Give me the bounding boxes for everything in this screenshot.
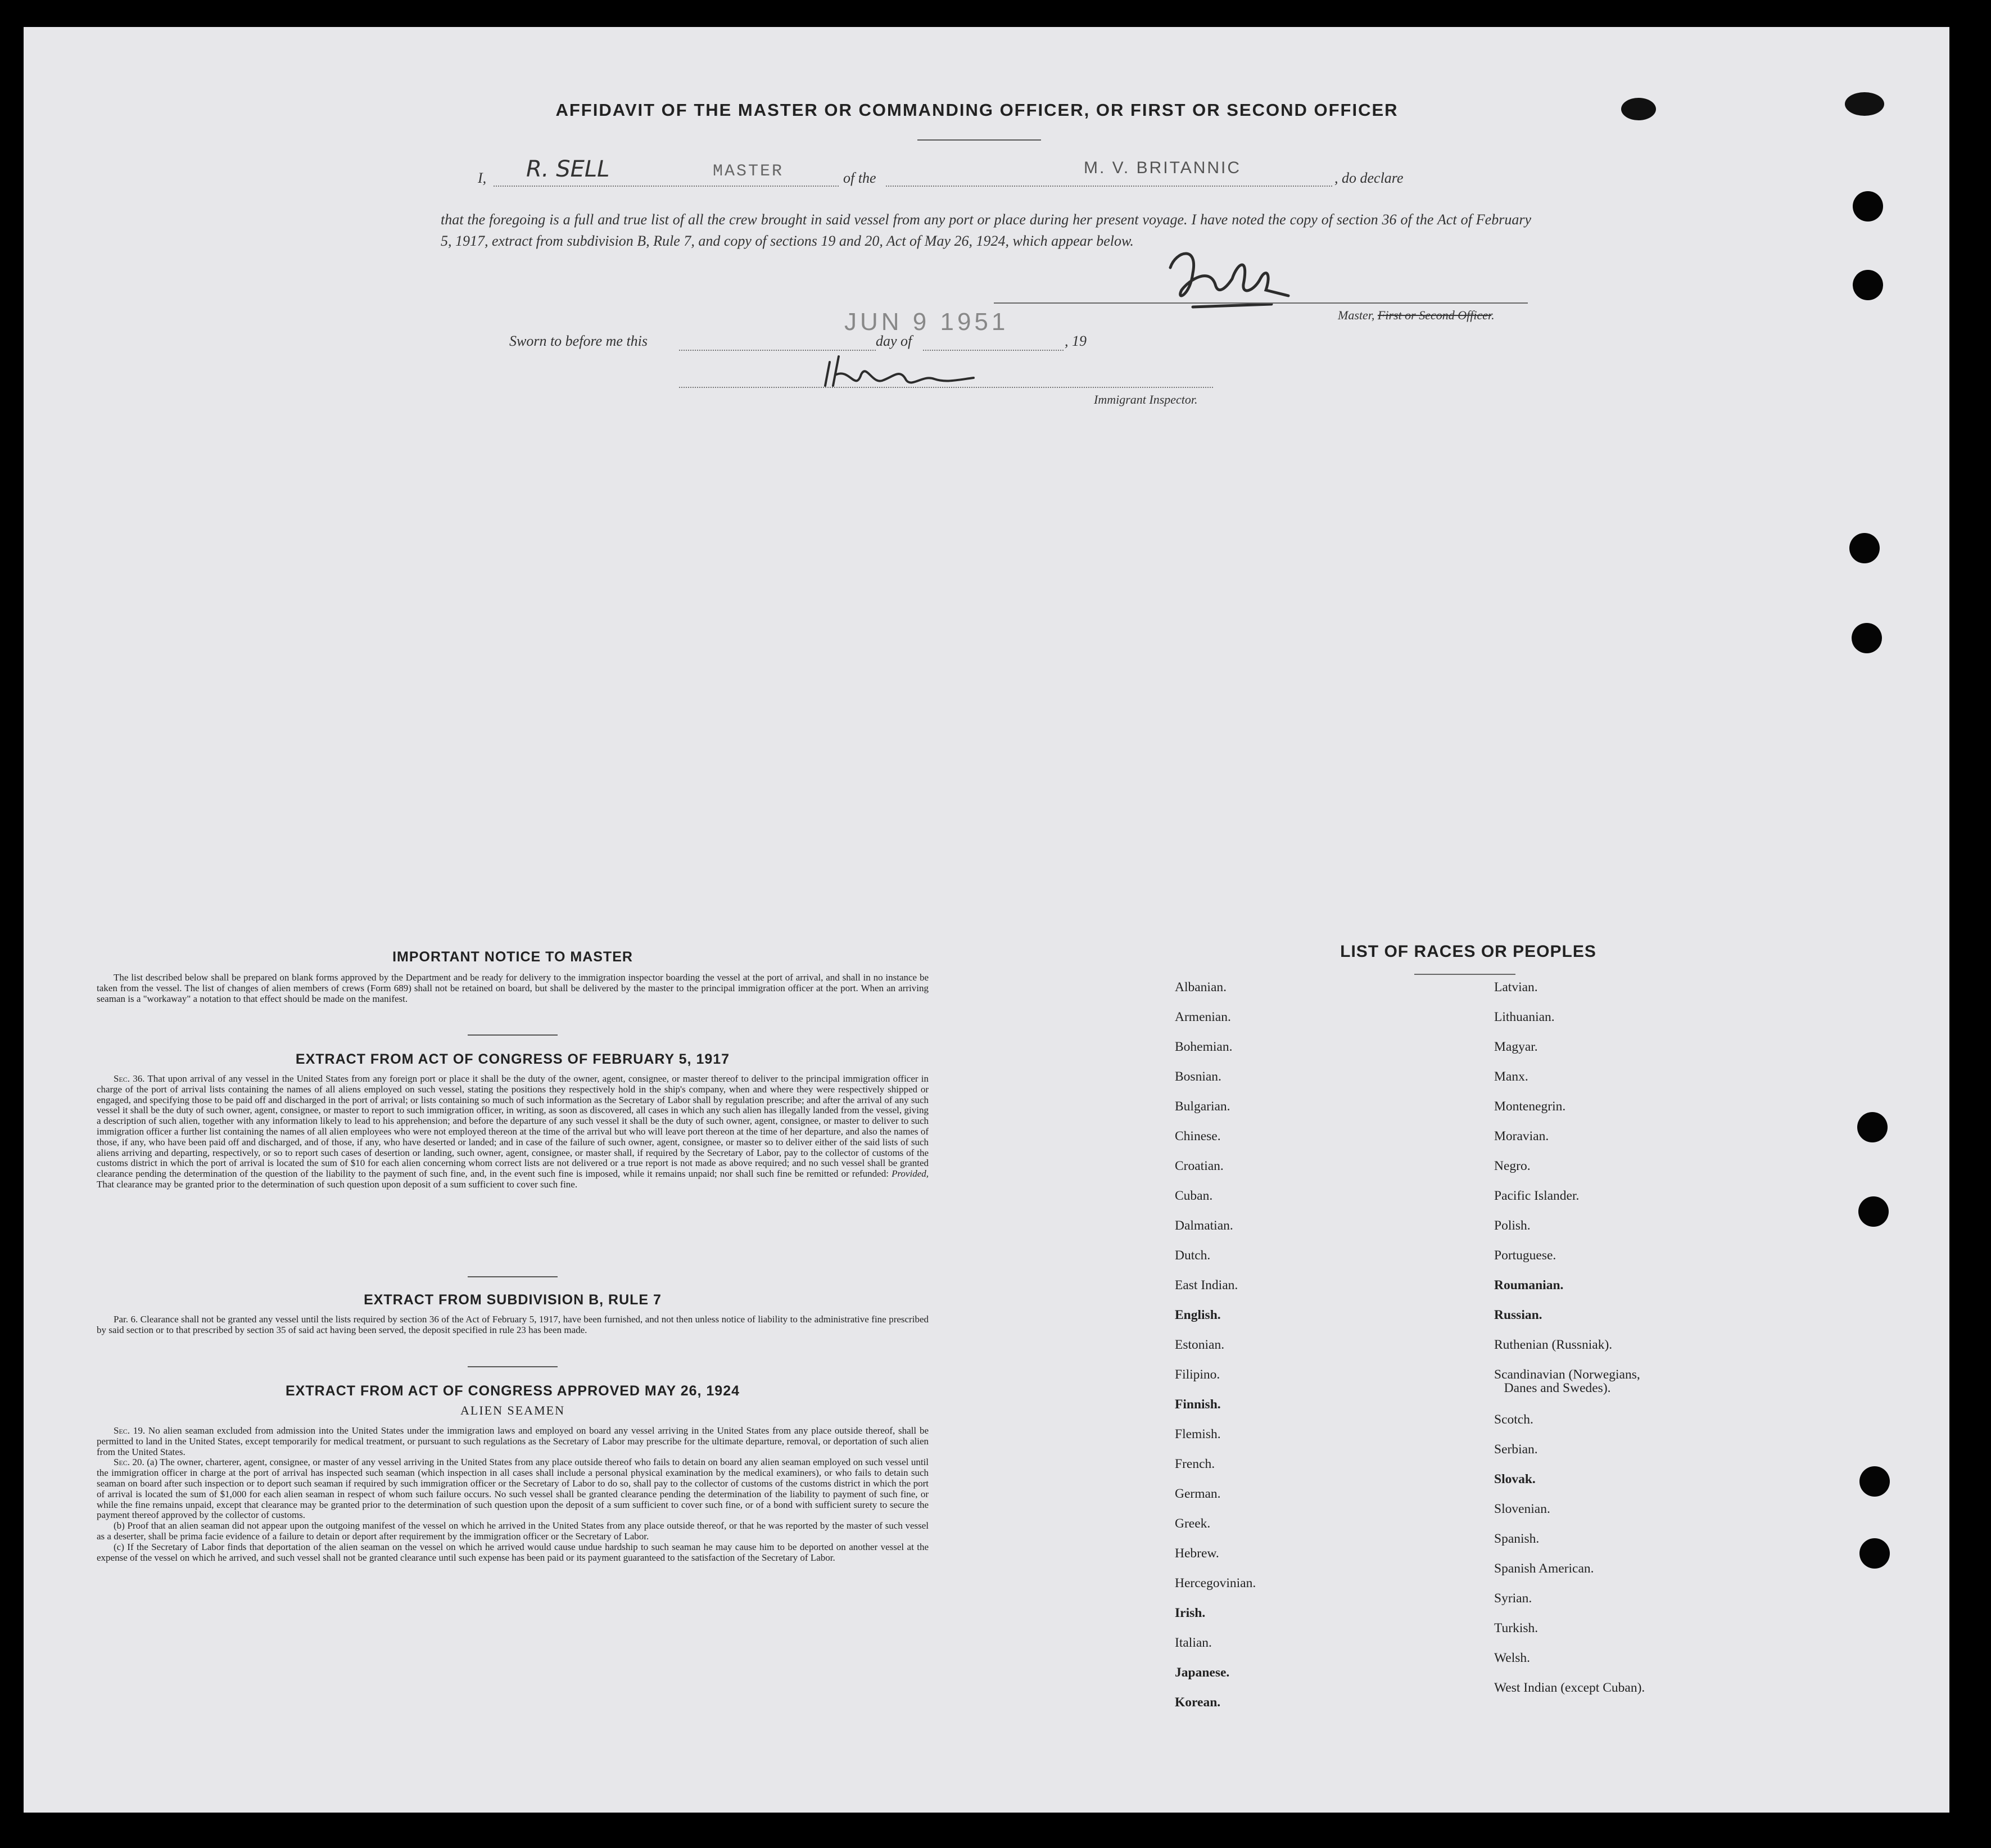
notice-title: IMPORTANT NOTICE TO MASTER <box>392 949 633 965</box>
punch-hole <box>1849 533 1880 563</box>
race-item: Spanish American. <box>1494 1561 1594 1576</box>
race-item: Armenian. <box>1175 1010 1231 1024</box>
race-item: Bulgarian. <box>1175 1099 1230 1114</box>
race-item: Greek. <box>1175 1516 1211 1531</box>
race-item: Croatian. <box>1175 1159 1224 1173</box>
race-item: Scotch. <box>1494 1412 1533 1427</box>
extract-1917-body <box>97 1074 929 1190</box>
race-item: Japanese. <box>1175 1665 1230 1680</box>
subdivision-divider <box>468 1366 558 1367</box>
race-item: Polish. <box>1494 1218 1531 1233</box>
day-field-line <box>679 350 876 351</box>
race-item: Italian. <box>1175 1635 1212 1650</box>
inspector-signature <box>816 352 996 397</box>
race-item: Serbian. <box>1494 1442 1538 1457</box>
section-20a-paragraph <box>97 1457 929 1521</box>
race-item: Hercegovinian. <box>1175 1576 1256 1591</box>
sworn-label: Sworn to before me this <box>509 333 648 349</box>
race-item: Ruthenian (Russniak). <box>1494 1338 1613 1352</box>
race-item: Roumanian. <box>1494 1278 1564 1293</box>
race-item: Flemish. <box>1175 1427 1221 1442</box>
master-label: Master, <box>1338 308 1375 322</box>
extract-1917-divider <box>468 1276 558 1277</box>
race-item: Filipino. <box>1175 1367 1220 1382</box>
punch-hole <box>1859 1466 1890 1497</box>
race-item: Slovak. <box>1494 1472 1536 1486</box>
race-item: Bosnian. <box>1175 1069 1221 1084</box>
race-item: Magyar. <box>1494 1040 1538 1054</box>
race-item: Dalmatian. <box>1175 1218 1233 1233</box>
struck-officer-label: First or Second Officer <box>1377 308 1492 322</box>
races-title-divider <box>1414 974 1515 975</box>
race-item: Hebrew. <box>1175 1546 1219 1561</box>
month-field-line <box>923 350 1064 351</box>
declare-label: , do declare <box>1334 170 1404 186</box>
punch-hole <box>1857 1112 1888 1142</box>
race-item: Negro. <box>1494 1159 1531 1173</box>
race-item: Turkish. <box>1494 1621 1538 1635</box>
notice-divider <box>468 1034 558 1036</box>
ink-blot <box>1845 92 1884 116</box>
vessel-field-line <box>886 186 1332 187</box>
race-item: East Indian. <box>1175 1278 1238 1293</box>
notice-paragraph: The list described below shall be prepared on blank forms approved by the Department and be ready for delivery to the immigration inspector boarding the vessel at the port of arrival, and shall in no instance be taken from the vessel. The list of changes of alien members of crews (Form 689) shall not be retained on board, but shall be delivered by the master to the principal immigration officer at the port. When an arriving seaman is a "workaway" a notation to that effect should be made on the manifest. <box>97 972 929 1004</box>
race-item: Irish. <box>1175 1606 1206 1620</box>
race-item: French. <box>1175 1457 1215 1471</box>
race-item: Slovenian. <box>1494 1502 1550 1516</box>
vessel-name-typed: M. V. BRITANNIC <box>1084 159 1242 177</box>
alien-seamen-subtitle: ALIEN SEAMEN <box>460 1403 565 1417</box>
section-36-text: That upon arrival of any vessel in the United States from any foreign port or place it shall be the duty of the owner, agent, consignee, or master thereof to deliver to the principal immigration officer in charge of the port of arrival lists containing the names of all aliens employed on such vessel, stating the positions they respectively hold in the ship's company, when and where they were respectively shipped or engaged, and specifying those to be paid off and discharged in the port of arrival; or lists containing so much of such information as the Secretary of Labor shall by regulation prescribe; and after the arrival of any such vessel it shall be the duty of such owner, agent, consignee, or master to report to such immigration officer, in writing, as soon as discovered, all cases in which any such alien has illegally landed from the vessel, giving a description of such alien, together with any information likely to lead to his apprehension; and before the departure of any such vessel it shall be the duty of such owner, agent, consignee, or master to deliver to such immigration officer a further list containing the names of all alien employees who were not employed thereon at the time of the arrival but who will leave port thereon at the time of her departure, and also the names of those, if any, who have been paid off and discharged, and of those, if any, who have deserted or landed; and in case of the failure of such owner, agent, consignee, or master so to deliver either of the said lists of such aliens arriving and departing, respectively, or so to report such cases of desertion or landing, such owner, agent, consignee, or master shall, if required by the Secretary of Labor, pay to the collector of customs of the customs district in which the port of arrival is located the sum of $10 for each alien concerning whom correct lists are not delivered or a true report is not made as above required; and no such vessel shall be granted clearance pending the determination of the question of the liability to the payment of such fine, and, in the event such fine is imposed, while it remains unpaid; nor shall such fine be remitted or refunded: <box>97 1073 929 1180</box>
section-20b-paragraph: (b) Proof that an alien seaman did not appear upon the outgoing manifest of the vessel on which he arrived in the United States from any place outside thereof, or that he was reported by the master of such vessel as a deserter, shall be prima facie evidence of a failure to detain or deport after requirement by the immigration officer or the Secretary of Labor. <box>97 1520 929 1542</box>
notice-body <box>97 973 929 1004</box>
race-item: Lithuanian. <box>1494 1010 1555 1024</box>
master-signature <box>1159 234 1328 324</box>
name-field-line <box>494 186 839 187</box>
race-item: Cuban. <box>1175 1189 1213 1203</box>
subdivision-paragraph: Par. 6. Clearance shall not be granted any vessel until the lists required by section 36 of the Act of February 5, 1917, have been furnished, and not then unless notice of liability to the administrative fine prescribed by said section or to that prescribed by section 35 of said act having been served, the deposit specified in rule 23 has been made. <box>97 1314 929 1335</box>
races-list-title: LIST OF RACES OR PEOPLES <box>1340 942 1596 961</box>
extract-1917-title: EXTRACT FROM ACT OF CONGRESS OF FEBRUARY 5, 1917 <box>295 1051 730 1067</box>
subdivision-body <box>97 1314 929 1336</box>
race-item: Latvian. <box>1494 980 1538 995</box>
race-item: Chinese. <box>1175 1129 1221 1144</box>
section-19-paragraph <box>97 1426 929 1457</box>
of-the-label: of the <box>843 170 876 186</box>
race-item: Pacific Islander. <box>1494 1189 1580 1203</box>
master-name-handwritten: R. SELL <box>526 156 610 182</box>
year-label: , 19 <box>1065 333 1087 349</box>
section-20c-paragraph: (c) If the Secretary of Labor finds that deportation of the alien seaman on the vessel on which he arrived would cause undue hardship to such seaman he may cause him to be deported on another vessel at the expense of the vessel on which he arrived, and such vessel shall not be granted clearance until such expense has been paid or its payment guaranteed to the satisfaction of the Secretary of Labor. <box>97 1541 929 1563</box>
race-item: Finnish. <box>1175 1397 1221 1412</box>
race-item: Bohemian. <box>1175 1040 1233 1054</box>
subdivision-title: EXTRACT FROM SUBDIVISION B, RULE 7 <box>364 1292 662 1308</box>
race-item: Portuguese. <box>1494 1248 1556 1263</box>
race-item: Manx. <box>1494 1069 1528 1084</box>
rank-typed: MASTER <box>713 162 784 181</box>
race-item: Estonian. <box>1175 1338 1225 1352</box>
document-page <box>24 27 1949 1813</box>
section-36-end: That clearance may be granted prior to the determination of such question upon deposit of a sum sufficient to cover such fine. <box>97 1178 578 1190</box>
race-item: Dutch. <box>1175 1248 1211 1263</box>
section-20-label: Sec. 20. <box>114 1457 144 1468</box>
affidavit-statement: that the foregoing is a full and true list of all the crew brought in said vessel from any port or place during her present voyage. I have noted the copy of section 36 of the Act of February 5, 1917, extract from subdivision B, Rule 7, and copy of sections 19 and 20, Act of May 26, 1924, which appear below. <box>441 211 1531 249</box>
section-36-label: Sec. 36. <box>114 1073 145 1084</box>
ink-blot <box>1621 98 1656 120</box>
section-19-label: Sec. 19. <box>114 1425 146 1436</box>
extract-1924-body <box>97 1426 929 1563</box>
race-item: Scandinavian (Norwegians, Danes and Swedes). <box>1494 1367 1640 1395</box>
date-stamp: JUN 9 1951 <box>844 308 1009 336</box>
punch-hole <box>1853 191 1883 222</box>
race-item: Syrian. <box>1494 1591 1532 1606</box>
section-19-text: No alien seaman excluded from admission into the United States under the immigration laws and employed on board any vessel arriving in the United States from any place outside thereof, shall be permitted to land in the United States, except temporarily for medical treatment, or pursuant to such regulations as the Secretary of Labor may prescribe for the ultimate departure, removal, or deportation of such alien from the United States. <box>97 1425 929 1457</box>
inspector-signature-line <box>679 387 1213 388</box>
master-signature-line <box>994 302 1528 304</box>
race-item: Albanian. <box>1175 980 1227 995</box>
race-item: Spanish. <box>1494 1531 1540 1546</box>
extract-1924-title: EXTRACT FROM ACT OF CONGRESS APPROVED MAY 26, 1924 <box>285 1383 740 1399</box>
affidavit-title: AFFIDAVIT OF THE MASTER OR COMMANDING OFFICER, OR FIRST OR SECOND OFFICER <box>555 100 1399 120</box>
inspector-label: Immigrant Inspector. <box>1094 392 1198 406</box>
race-item: Russian. <box>1494 1308 1542 1322</box>
section-36-paragraph <box>97 1074 929 1190</box>
race-item: West Indian (except Cuban). <box>1494 1680 1645 1695</box>
provided-label: Provided, <box>892 1168 929 1180</box>
race-item: Welsh. <box>1494 1651 1531 1665</box>
punch-hole <box>1853 270 1883 300</box>
section-20a-text: (a) The owner, charterer, agent, consignee, or master of any vessel arriving in the United States from any place outside thereof who fails to detain on board any alien seaman employed on such vessel until the immigration officer in charge at the port of arrival has inspected such seaman (which inspection in all cases shall include a personal physical examination by the medical examiners), or who fails to detain such seaman on board after such inspection or to deport such seaman if required by such immigration officer or the Secretary of Labor to do so, shall pay to the collector of customs of the customs district in which the port of arrival is located the sum of $1,000 for each alien seaman in respect of whom such failure occurs. No such vessel shall be granted clearance pending the determination of the liability to payment of such fine, or while the fine remains unpaid, except that clearance may be granted prior to the determination of such question upon the deposit of a sum sufficient to cover such fine, or of a bond with sufficient surety to secure the payment thereof approved by the collector of customs. <box>97 1457 929 1521</box>
race-item: German. <box>1175 1486 1221 1501</box>
race-item: Korean. <box>1175 1695 1221 1710</box>
title-divider <box>917 139 1041 141</box>
affidavit-declaration-line <box>477 156 1533 196</box>
day-of-label: day of <box>876 333 912 349</box>
punch-hole <box>1859 1538 1890 1569</box>
race-item: English. <box>1175 1308 1221 1322</box>
race-item: Moravian. <box>1494 1129 1549 1144</box>
signer-title: Master, First or Second Officer. <box>1338 308 1495 322</box>
punch-hole <box>1858 1196 1889 1227</box>
i-label: I, <box>478 170 487 186</box>
race-item: Montenegrin. <box>1494 1099 1566 1114</box>
punch-hole <box>1852 623 1882 653</box>
